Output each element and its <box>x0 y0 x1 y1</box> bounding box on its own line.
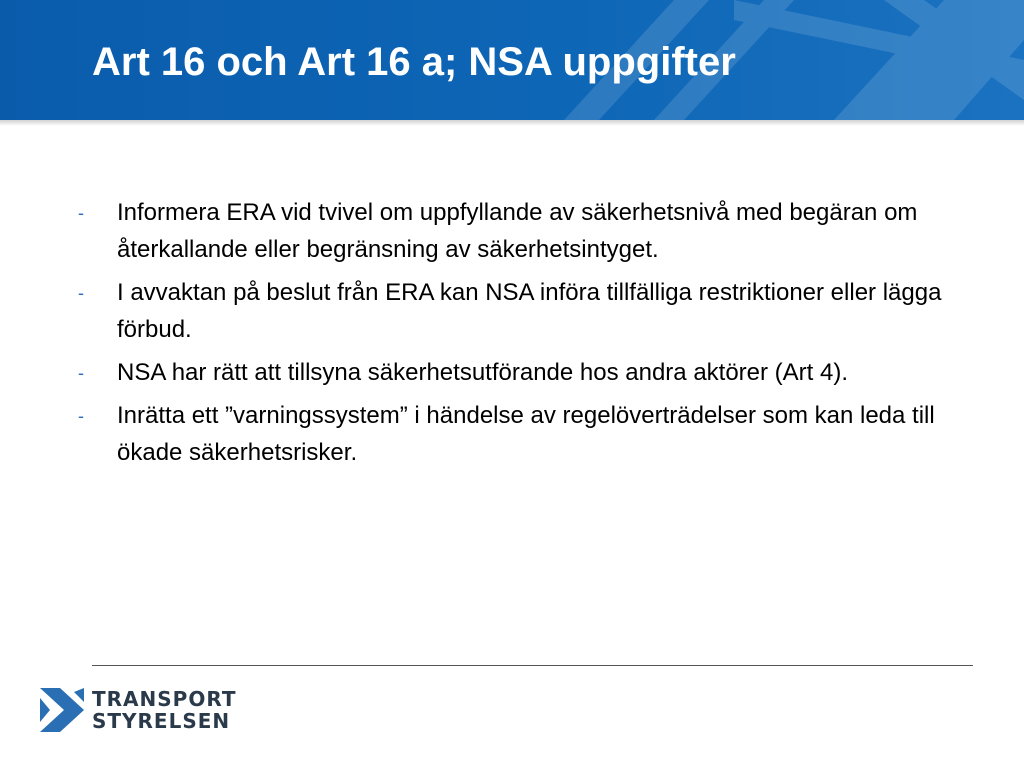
logo-line-styrelsen: STYRELSEN <box>92 709 231 733</box>
logo-mark-icon <box>40 688 84 732</box>
logo-wordmark <box>92 688 236 732</box>
bullet-marker: - <box>78 283 84 303</box>
bullet-item <box>78 354 958 391</box>
slide-header <box>0 0 1024 120</box>
header-shadow <box>0 120 1024 126</box>
transportstyrelsen-logo <box>40 688 240 736</box>
bullet-text: NSA har rätt att tillsyna säkerhetsutförande hos andra aktörer (Art 4). <box>117 359 849 386</box>
footer-divider <box>92 665 973 666</box>
bullet-marker: - <box>78 406 84 426</box>
bullet-text: Informera ERA vid tvivel om uppfyllande av säkerhetsnivå med begäran om återkallande eller begränsning av säkerhetsintyget. <box>117 199 918 263</box>
bullet-text: I avvaktan på beslut från ERA kan NSA införa tillfälliga restriktioner eller lägga förbud. <box>117 279 942 343</box>
logo-line-transport: TRANSPORT <box>92 687 237 711</box>
bullet-item <box>78 397 958 471</box>
slide-title: Art 16 och Art 16 a; NSA uppgifter <box>92 40 736 84</box>
bullet-list <box>78 194 958 477</box>
bullet-marker: - <box>78 363 84 383</box>
bullet-text: Inrätta ett ”varningssystem” i händelse av regelöverträdelser som kan leda till ökade säkerhetsrisker. <box>117 402 935 466</box>
bullet-marker: - <box>78 203 84 223</box>
bullet-item <box>78 274 958 348</box>
bullet-item <box>78 194 958 268</box>
